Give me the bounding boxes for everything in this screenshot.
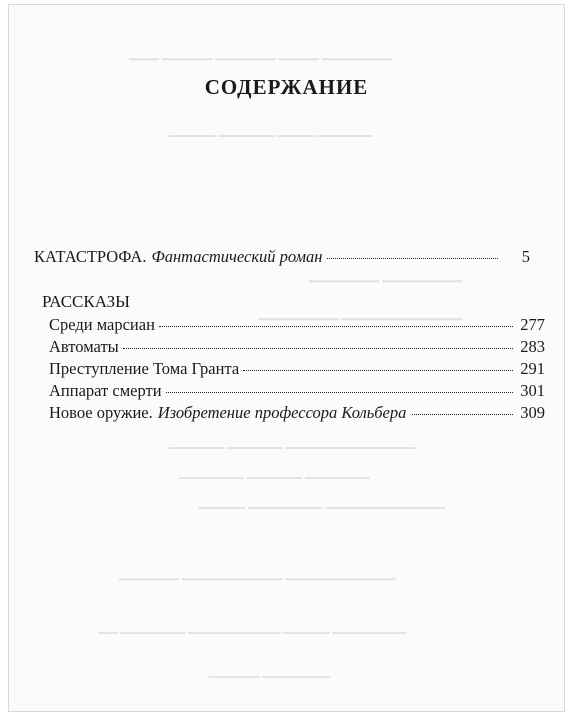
entry-page: 277	[520, 315, 545, 334]
toc-entry-story	[49, 315, 545, 335]
entry-title: Автоматы	[49, 337, 119, 356]
show-through-text: ▁▁▁▁▁▁▁ ▁▁▁▁▁▁ ▁▁▁▁▁▁▁	[179, 465, 370, 479]
dot-leader	[159, 326, 513, 327]
entry-title: Преступление Тома Гранта	[49, 359, 240, 378]
show-through-text: ▁▁▁▁▁ ▁▁▁▁▁▁▁▁ ▁▁▁▁▁▁▁▁▁▁▁▁▁	[199, 495, 445, 509]
entry-title: Новое оружие.	[49, 403, 153, 422]
section-heading-stories: РАССКАЗЫ	[42, 292, 130, 311]
toc-entry-story	[49, 381, 545, 401]
entry-title: Аппарат смерти	[49, 381, 162, 400]
show-through-text: ▁▁▁▁▁▁▁▁ ▁▁▁▁▁▁▁▁▁▁▁▁	[259, 305, 463, 320]
show-through-text: ▁▁▁ ▁▁▁▁▁ ▁▁▁▁▁▁ ▁▁▁▁ ▁▁▁▁▁▁▁	[129, 45, 392, 60]
entry-page: 291	[520, 359, 545, 378]
dot-leader	[166, 392, 513, 393]
entry-subtitle: Изобретение профессора Кольбера	[157, 403, 407, 422]
toc-entry-story	[49, 403, 545, 423]
entry-title: КАТАСТРОФА.	[34, 247, 147, 266]
show-through-text: ▁▁▁▁▁ ▁▁▁▁▁▁ ▁▁▁▁ ▁▁▁▁▁▁	[169, 123, 372, 137]
entry-subtitle: Фантастический роман	[151, 247, 323, 266]
entry-page: 283	[520, 337, 545, 356]
toc-entry-story	[49, 337, 545, 357]
show-through-text: ▁▁▁▁▁▁ ▁▁▁▁▁▁▁▁	[209, 666, 331, 678]
show-through-text: ▁▁ ▁▁▁▁▁▁▁ ▁▁▁▁▁▁▁▁▁▁ ▁▁▁▁▁ ▁▁▁▁▁▁▁▁	[99, 620, 407, 634]
toc-entry-story	[49, 359, 545, 379]
entry-page: 309	[520, 403, 545, 422]
show-through-text: ▁▁▁▁▁▁ ▁▁▁▁▁▁ ▁▁▁▁▁▁▁▁▁▁▁▁▁▁	[169, 435, 415, 449]
page-title: СОДЕРЖАНИЕ	[204, 75, 369, 99]
toc-entry-catastrophe	[34, 247, 530, 267]
show-through-text: ▁▁▁▁▁▁ ▁▁▁▁▁▁▁▁▁▁ ▁▁▁▁▁▁▁▁▁▁▁	[119, 565, 396, 580]
entry-page: 301	[520, 381, 545, 400]
dot-leader	[123, 348, 513, 349]
dot-leader	[412, 414, 513, 415]
show-through-text: ▁▁▁▁▁▁▁ ▁▁▁▁▁▁▁▁	[309, 267, 463, 282]
dot-leader	[327, 258, 499, 259]
book-page	[8, 4, 565, 712]
dot-leader	[243, 370, 513, 371]
entry-page: 5	[521, 247, 530, 266]
entry-title: Среди марсиан	[49, 315, 155, 334]
